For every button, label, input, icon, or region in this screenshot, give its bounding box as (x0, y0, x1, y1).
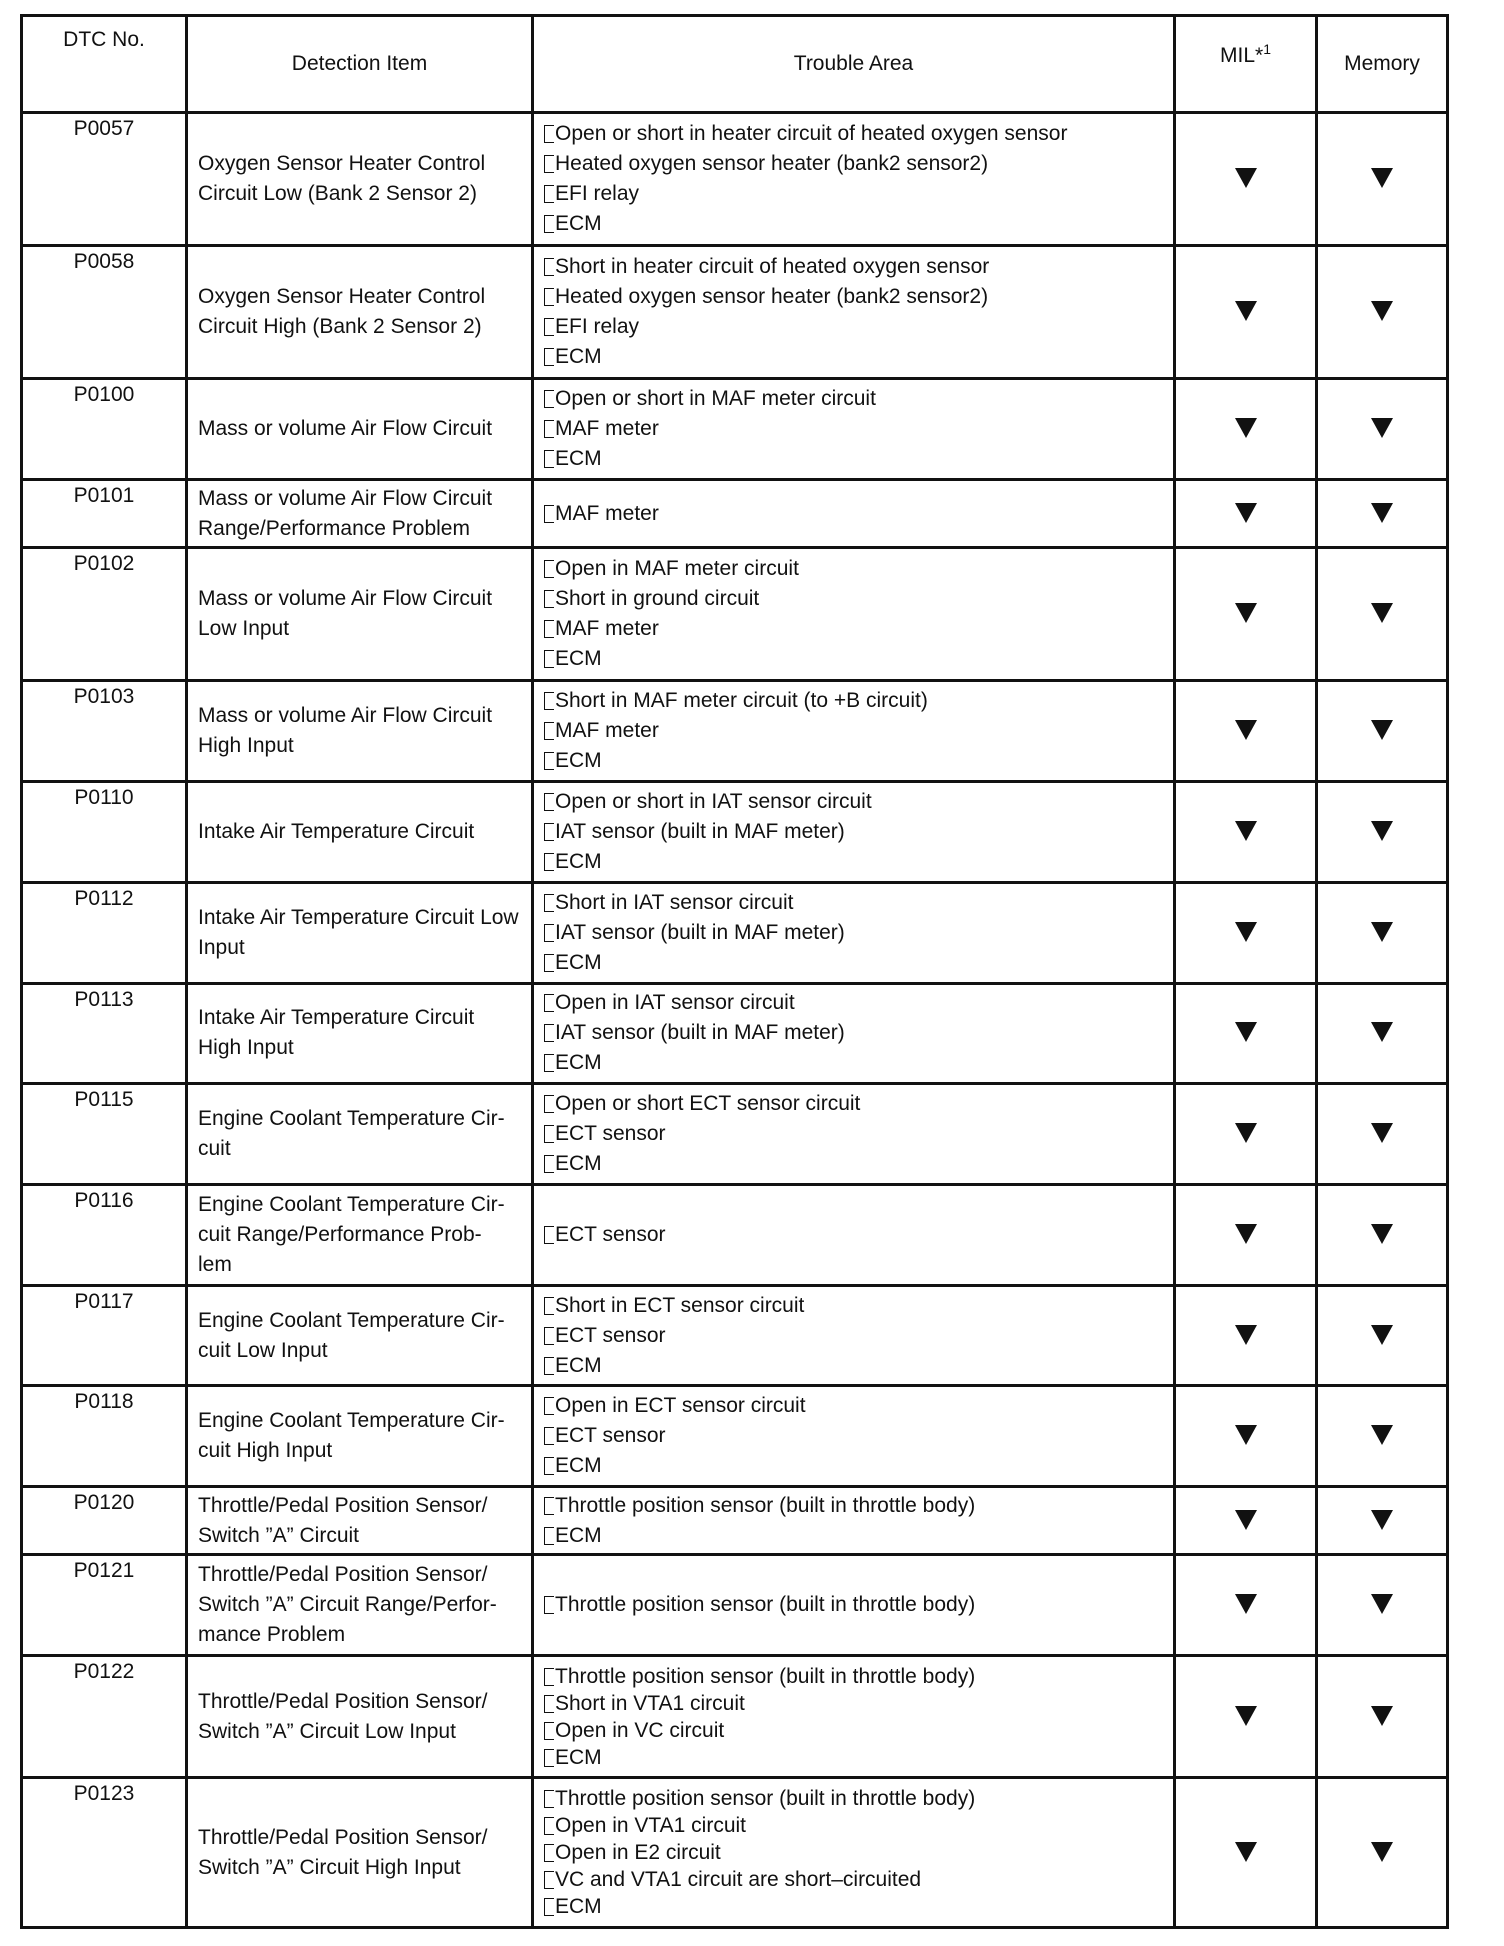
trouble-area (533, 1084, 1175, 1185)
trouble-area (533, 1555, 1175, 1656)
memory-cell (1317, 1487, 1448, 1555)
trouble-area-text: Short in VTA1 circuit (555, 1691, 745, 1715)
mil-cell (1175, 983, 1317, 1084)
memory-indicator-icon (1371, 1022, 1393, 1042)
trouble-area-item (544, 1119, 1163, 1149)
mil-indicator-icon (1235, 1022, 1257, 1042)
dtc-code: P0112 (22, 882, 187, 983)
checkbox-bullet-icon (544, 125, 554, 143)
dtc-code: P0122 (22, 1656, 187, 1778)
mil-indicator-icon (1235, 1425, 1257, 1445)
memory-indicator-icon (1371, 1706, 1393, 1726)
trouble-area-item (544, 1220, 1163, 1250)
dtc-code: P0123 (22, 1778, 187, 1928)
memory-indicator-icon (1371, 418, 1393, 438)
trouble-area-item (544, 888, 1163, 918)
dtc-code: P0110 (22, 782, 187, 883)
checkbox-bullet-icon (544, 1297, 554, 1315)
checkbox-bullet-icon (544, 348, 554, 366)
checkbox-bullet-icon (544, 1722, 554, 1740)
checkbox-bullet-icon (544, 1497, 554, 1515)
dtc-table (20, 14, 1449, 1929)
table-row (22, 1084, 1448, 1185)
trouble-area-item (544, 686, 1163, 716)
checkbox-bullet-icon (544, 1155, 554, 1173)
trouble-area-text: ECT sensor (555, 1222, 666, 1246)
trouble-area-item (544, 948, 1163, 978)
mil-cell (1175, 681, 1317, 782)
trouble-area-item (544, 746, 1163, 776)
checkbox-bullet-icon (544, 1457, 554, 1475)
mil-indicator-icon (1235, 821, 1257, 841)
trouble-area-text: Open or short in heater circuit of heated oxygen sensor (555, 122, 1068, 146)
trouble-area-item (544, 1321, 1163, 1351)
memory-indicator-icon (1371, 1325, 1393, 1345)
trouble-area-item (544, 847, 1163, 877)
trouble-area-text: IAT sensor (built in MAF meter) (555, 1021, 845, 1045)
memory-cell (1317, 1778, 1448, 1928)
mil-cell (1175, 379, 1317, 480)
memory-cell (1317, 113, 1448, 246)
detection-item: Mass or volume Air Flow Circuit (187, 379, 533, 480)
trouble-area (533, 1386, 1175, 1487)
trouble-area-item (544, 119, 1163, 149)
mil-cell (1175, 548, 1317, 681)
trouble-area-item (544, 1089, 1163, 1119)
trouble-area-item (544, 209, 1163, 239)
mil-cell (1175, 1555, 1317, 1656)
detection-item: Throttle/Pedal Position Sensor/ Switch ”A” Circuit Range/Perfor- mance Problem (187, 1555, 533, 1656)
memory-cell (1317, 681, 1448, 782)
trouble-area-item (544, 918, 1163, 948)
memory-cell (1317, 379, 1448, 480)
trouble-area-item (544, 1149, 1163, 1179)
trouble-area-text: Throttle position sensor (built in throttle body) (555, 1664, 976, 1688)
checkbox-bullet-icon (544, 793, 554, 811)
trouble-area (533, 681, 1175, 782)
trouble-area-text: ECM (555, 1523, 602, 1547)
trouble-area-text: Throttle position sensor (built in throttle body) (555, 1593, 976, 1617)
trouble-area-text: Heated oxygen sensor heater (bank2 sensor2) (555, 285, 989, 309)
checkbox-bullet-icon (544, 1397, 554, 1415)
trouble-area-item (544, 1744, 1163, 1771)
header-mil (1175, 16, 1317, 113)
trouble-area-text: Short in heater circuit of heated oxygen sensor (555, 255, 990, 279)
memory-cell (1317, 1386, 1448, 1487)
memory-indicator-icon (1371, 168, 1393, 188)
trouble-area-item (544, 1018, 1163, 1048)
trouble-area (533, 1285, 1175, 1386)
trouble-area-item (544, 444, 1163, 474)
trouble-area-text: Open in IAT sensor circuit (555, 991, 795, 1015)
trouble-area-item (544, 1590, 1163, 1620)
table-row (22, 983, 1448, 1084)
checkbox-bullet-icon (544, 318, 554, 336)
checkbox-bullet-icon (544, 505, 554, 523)
mil-cell (1175, 1285, 1317, 1386)
checkbox-bullet-icon (544, 1357, 554, 1375)
mil-cell (1175, 1185, 1317, 1286)
trouble-area (533, 1656, 1175, 1778)
trouble-area-text: ECM (555, 447, 602, 471)
checkbox-bullet-icon (544, 620, 554, 638)
checkbox-bullet-icon (544, 954, 554, 972)
checkbox-bullet-icon (544, 650, 554, 668)
table-row (22, 1386, 1448, 1487)
mil-indicator-icon (1235, 301, 1257, 321)
detection-item: Oxygen Sensor Heater Control Circuit High (Bank 2 Sensor 2) (187, 246, 533, 379)
mil-indicator-icon (1235, 603, 1257, 623)
trouble-area-text: Open in VC circuit (555, 1718, 725, 1742)
checkbox-bullet-icon (544, 1749, 554, 1767)
checkbox-bullet-icon (544, 1095, 554, 1113)
trouble-area-text: Short in ECT sensor circuit (555, 1293, 805, 1317)
table-row (22, 246, 1448, 379)
memory-cell (1317, 1555, 1448, 1656)
table-row (22, 1778, 1448, 1928)
mil-indicator-icon (1235, 720, 1257, 740)
trouble-area-text: IAT sensor (built in MAF meter) (555, 920, 845, 944)
detection-item: Mass or volume Air Flow Circuit High Input (187, 681, 533, 782)
trouble-area-text: Open in VTA1 circuit (555, 1814, 747, 1838)
trouble-area-item (544, 1785, 1163, 1812)
checkbox-bullet-icon (544, 390, 554, 408)
trouble-area (533, 1487, 1175, 1555)
trouble-area-text: Open or short ECT sensor circuit (555, 1092, 861, 1116)
trouble-area-text: Short in ground circuit (555, 587, 760, 611)
dtc-code: P0120 (22, 1487, 187, 1555)
trouble-area-item (544, 179, 1163, 209)
checkbox-bullet-icon (544, 1844, 554, 1862)
header-memory: Memory (1317, 16, 1448, 113)
trouble-area-item (544, 1391, 1163, 1421)
checkbox-bullet-icon (544, 894, 554, 912)
trouble-area-text: MAF meter (555, 501, 659, 525)
trouble-area-item (544, 282, 1163, 312)
checkbox-bullet-icon (544, 1898, 554, 1916)
dtc-code: P0058 (22, 246, 187, 379)
checkbox-bullet-icon (544, 1695, 554, 1713)
trouble-area-item (544, 716, 1163, 746)
checkbox-bullet-icon (544, 590, 554, 608)
trouble-area-text: ECM (555, 1895, 602, 1919)
detection-item: Intake Air Temperature Circuit High Input (187, 983, 533, 1084)
memory-indicator-icon (1371, 603, 1393, 623)
checkbox-bullet-icon (544, 1790, 554, 1808)
checkbox-bullet-icon (544, 1817, 554, 1835)
trouble-area-item (544, 1351, 1163, 1381)
detection-item: Engine Coolant Temperature Cir- cuit (187, 1084, 533, 1185)
table-row (22, 1656, 1448, 1778)
trouble-area-text: ECM (555, 850, 602, 874)
trouble-area (533, 113, 1175, 246)
trouble-area-item (544, 1866, 1163, 1893)
checkbox-bullet-icon (544, 1125, 554, 1143)
table-row (22, 882, 1448, 983)
trouble-area-item (544, 988, 1163, 1018)
mil-cell (1175, 480, 1317, 548)
memory-indicator-icon (1371, 1594, 1393, 1614)
dtc-code: P0113 (22, 983, 187, 1084)
detection-item: Oxygen Sensor Heater Control Circuit Low (Bank 2 Sensor 2) (187, 113, 533, 246)
table-row (22, 1185, 1448, 1286)
trouble-area-item (544, 1421, 1163, 1451)
checkbox-bullet-icon (544, 450, 554, 468)
checkbox-bullet-icon (544, 1327, 554, 1345)
memory-cell (1317, 548, 1448, 681)
trouble-area-text: ECM (555, 749, 602, 773)
trouble-area-item (544, 644, 1163, 674)
mil-cell (1175, 246, 1317, 379)
memory-cell (1317, 1185, 1448, 1286)
checkbox-bullet-icon (544, 258, 554, 276)
trouble-area-text: ECM (555, 647, 602, 671)
detection-item: Mass or volume Air Flow Circuit Low Input (187, 548, 533, 681)
memory-cell (1317, 246, 1448, 379)
memory-cell (1317, 983, 1448, 1084)
trouble-area-item (544, 1451, 1163, 1481)
checkbox-bullet-icon (544, 155, 554, 173)
dtc-code: P0057 (22, 113, 187, 246)
trouble-area-item (544, 1812, 1163, 1839)
header-mil-label: MIL* (1220, 44, 1264, 67)
trouble-area-text: Short in IAT sensor circuit (555, 890, 794, 914)
checkbox-bullet-icon (544, 1668, 554, 1686)
checkbox-bullet-icon (544, 215, 554, 233)
checkbox-bullet-icon (544, 1054, 554, 1072)
checkbox-bullet-icon (544, 722, 554, 740)
trouble-area-text: EFI relay (555, 315, 640, 339)
trouble-area-text: Heated oxygen sensor heater (bank2 sensor2) (555, 152, 989, 176)
trouble-area-text: Throttle position sensor (built in throttle body) (555, 1787, 976, 1811)
trouble-area-text: ECT sensor (555, 1424, 666, 1448)
dtc-code: P0117 (22, 1285, 187, 1386)
dtc-code: P0115 (22, 1084, 187, 1185)
trouble-area-item (544, 817, 1163, 847)
trouble-area-text: ECM (555, 1745, 602, 1769)
trouble-area-item (544, 149, 1163, 179)
memory-cell (1317, 782, 1448, 883)
checkbox-bullet-icon (544, 1427, 554, 1445)
checkbox-bullet-icon (544, 1596, 554, 1614)
trouble-area-item (544, 1491, 1163, 1521)
mil-indicator-icon (1235, 922, 1257, 942)
trouble-area-text: MAF meter (555, 417, 659, 441)
detection-item: Engine Coolant Temperature Cir- cuit Low Input (187, 1285, 533, 1386)
checkbox-bullet-icon (544, 1024, 554, 1042)
trouble-area-item (544, 1893, 1163, 1920)
trouble-area-text: ECM (555, 345, 602, 369)
trouble-area-item (544, 614, 1163, 644)
trouble-area (533, 246, 1175, 379)
memory-indicator-icon (1371, 821, 1393, 841)
memory-indicator-icon (1371, 1224, 1393, 1244)
header-trouble-area: Trouble Area (533, 16, 1175, 113)
detection-item: Mass or volume Air Flow Circuit Range/Performance Problem (187, 480, 533, 548)
trouble-area-text: ECM (555, 1152, 602, 1176)
header-dtc: DTC No. (22, 16, 187, 113)
trouble-area-text: IAT sensor (built in MAF meter) (555, 820, 845, 844)
mil-indicator-icon (1235, 168, 1257, 188)
memory-indicator-icon (1371, 720, 1393, 740)
trouble-area (533, 480, 1175, 548)
memory-cell (1317, 882, 1448, 983)
trouble-area-text: ECM (555, 1051, 602, 1075)
trouble-area-text: ECM (555, 212, 602, 236)
table-row (22, 1285, 1448, 1386)
checkbox-bullet-icon (544, 853, 554, 871)
checkbox-bullet-icon (544, 823, 554, 841)
memory-cell (1317, 1656, 1448, 1778)
memory-cell (1317, 1084, 1448, 1185)
table-row (22, 379, 1448, 480)
trouble-area-item (544, 584, 1163, 614)
mil-indicator-icon (1235, 1123, 1257, 1143)
trouble-area (533, 983, 1175, 1084)
trouble-area-item (544, 1521, 1163, 1551)
dtc-code: P0100 (22, 379, 187, 480)
detection-item: Intake Air Temperature Circuit Low Input (187, 882, 533, 983)
memory-cell (1317, 1285, 1448, 1386)
checkbox-bullet-icon (544, 185, 554, 203)
detection-item: Engine Coolant Temperature Cir- cuit Range/Performance Prob- lem (187, 1185, 533, 1286)
trouble-area (533, 379, 1175, 480)
trouble-area (533, 882, 1175, 983)
dtc-code: P0121 (22, 1555, 187, 1656)
trouble-area (533, 1778, 1175, 1928)
mil-indicator-icon (1235, 1594, 1257, 1614)
checkbox-bullet-icon (544, 560, 554, 578)
trouble-area (533, 548, 1175, 681)
mil-cell (1175, 782, 1317, 883)
trouble-area-text: EFI relay (555, 182, 640, 206)
trouble-area-item (544, 252, 1163, 282)
mil-cell (1175, 882, 1317, 983)
trouble-area-text: ECT sensor (555, 1323, 666, 1347)
trouble-area (533, 782, 1175, 883)
memory-indicator-icon (1371, 503, 1393, 523)
trouble-area-text: Open or short in MAF meter circuit (555, 387, 876, 411)
checkbox-bullet-icon (544, 924, 554, 942)
table-body (22, 113, 1448, 1928)
mil-cell (1175, 1084, 1317, 1185)
mil-cell (1175, 1386, 1317, 1487)
memory-cell (1317, 480, 1448, 548)
trouble-area-text: Open in ECT sensor circuit (555, 1394, 806, 1418)
mil-cell (1175, 1778, 1317, 1928)
memory-indicator-icon (1371, 301, 1393, 321)
trouble-area-item (544, 787, 1163, 817)
checkbox-bullet-icon (544, 1527, 554, 1545)
trouble-area-text: ECM (555, 1353, 602, 1377)
memory-indicator-icon (1371, 1842, 1393, 1862)
trouble-area-text: Open in E2 circuit (555, 1841, 721, 1865)
detection-item: Engine Coolant Temperature Cir- cuit High Input (187, 1386, 533, 1487)
table-row (22, 548, 1448, 681)
memory-indicator-icon (1371, 1123, 1393, 1143)
memory-indicator-icon (1371, 922, 1393, 942)
detection-item: Throttle/Pedal Position Sensor/ Switch ”A” Circuit (187, 1487, 533, 1555)
checkbox-bullet-icon (544, 994, 554, 1012)
table-row (22, 1555, 1448, 1656)
detection-item: Throttle/Pedal Position Sensor/ Switch ”A” Circuit Low Input (187, 1656, 533, 1778)
detection-item: Throttle/Pedal Position Sensor/ Switch ”A” Circuit High Input (187, 1778, 533, 1928)
dtc-code: P0103 (22, 681, 187, 782)
trouble-area-item (544, 1048, 1163, 1078)
trouble-area-item (544, 1839, 1163, 1866)
trouble-area-text: Throttle position sensor (built in throttle body) (555, 1493, 976, 1517)
mil-indicator-icon (1235, 1706, 1257, 1726)
dtc-code: P0118 (22, 1386, 187, 1487)
trouble-area-item (544, 312, 1163, 342)
trouble-area-text: MAF meter (555, 719, 659, 743)
table-row (22, 681, 1448, 782)
trouble-area-item (544, 1291, 1163, 1321)
trouble-area-item (544, 554, 1163, 584)
trouble-area-item (544, 1717, 1163, 1744)
table-row (22, 1487, 1448, 1555)
trouble-area-item (544, 342, 1163, 372)
trouble-area (533, 1185, 1175, 1286)
dtc-code: P0102 (22, 548, 187, 681)
checkbox-bullet-icon (544, 1871, 554, 1889)
trouble-area-text: Open or short in IAT sensor circuit (555, 790, 872, 814)
trouble-area-item (544, 1690, 1163, 1717)
trouble-area-item (544, 1663, 1163, 1690)
trouble-area-item (544, 384, 1163, 414)
trouble-area-text: MAF meter (555, 617, 659, 641)
trouble-area-text: ECM (555, 1454, 602, 1478)
mil-cell (1175, 1487, 1317, 1555)
trouble-area-text: ECT sensor (555, 1122, 666, 1146)
checkbox-bullet-icon (544, 420, 554, 438)
table-row (22, 480, 1448, 548)
mil-indicator-icon (1235, 1325, 1257, 1345)
table-row (22, 782, 1448, 883)
detection-item: Intake Air Temperature Circuit (187, 782, 533, 883)
header-detection-item: Detection Item (187, 16, 533, 113)
memory-indicator-icon (1371, 1425, 1393, 1445)
mil-indicator-icon (1235, 503, 1257, 523)
checkbox-bullet-icon (544, 288, 554, 306)
header-mil-superscript: 1 (1263, 41, 1271, 57)
mil-indicator-icon (1235, 1510, 1257, 1530)
mil-indicator-icon (1235, 418, 1257, 438)
dtc-code: P0101 (22, 480, 187, 548)
dtc-code: P0116 (22, 1185, 187, 1286)
trouble-area-text: ECM (555, 950, 602, 974)
trouble-area-text: Short in MAF meter circuit (to +B circuit) (555, 689, 928, 713)
header-row (22, 16, 1448, 113)
mil-cell (1175, 1656, 1317, 1778)
trouble-area-item (544, 499, 1163, 529)
trouble-area-text: VC and VTA1 circuit are short–circuited (555, 1868, 922, 1892)
trouble-area-item (544, 414, 1163, 444)
mil-cell (1175, 113, 1317, 246)
mil-indicator-icon (1235, 1224, 1257, 1244)
memory-indicator-icon (1371, 1510, 1393, 1530)
checkbox-bullet-icon (544, 1226, 554, 1244)
trouble-area-text: Open in MAF meter circuit (555, 557, 799, 581)
checkbox-bullet-icon (544, 752, 554, 770)
mil-indicator-icon (1235, 1842, 1257, 1862)
table-row (22, 113, 1448, 246)
checkbox-bullet-icon (544, 692, 554, 710)
